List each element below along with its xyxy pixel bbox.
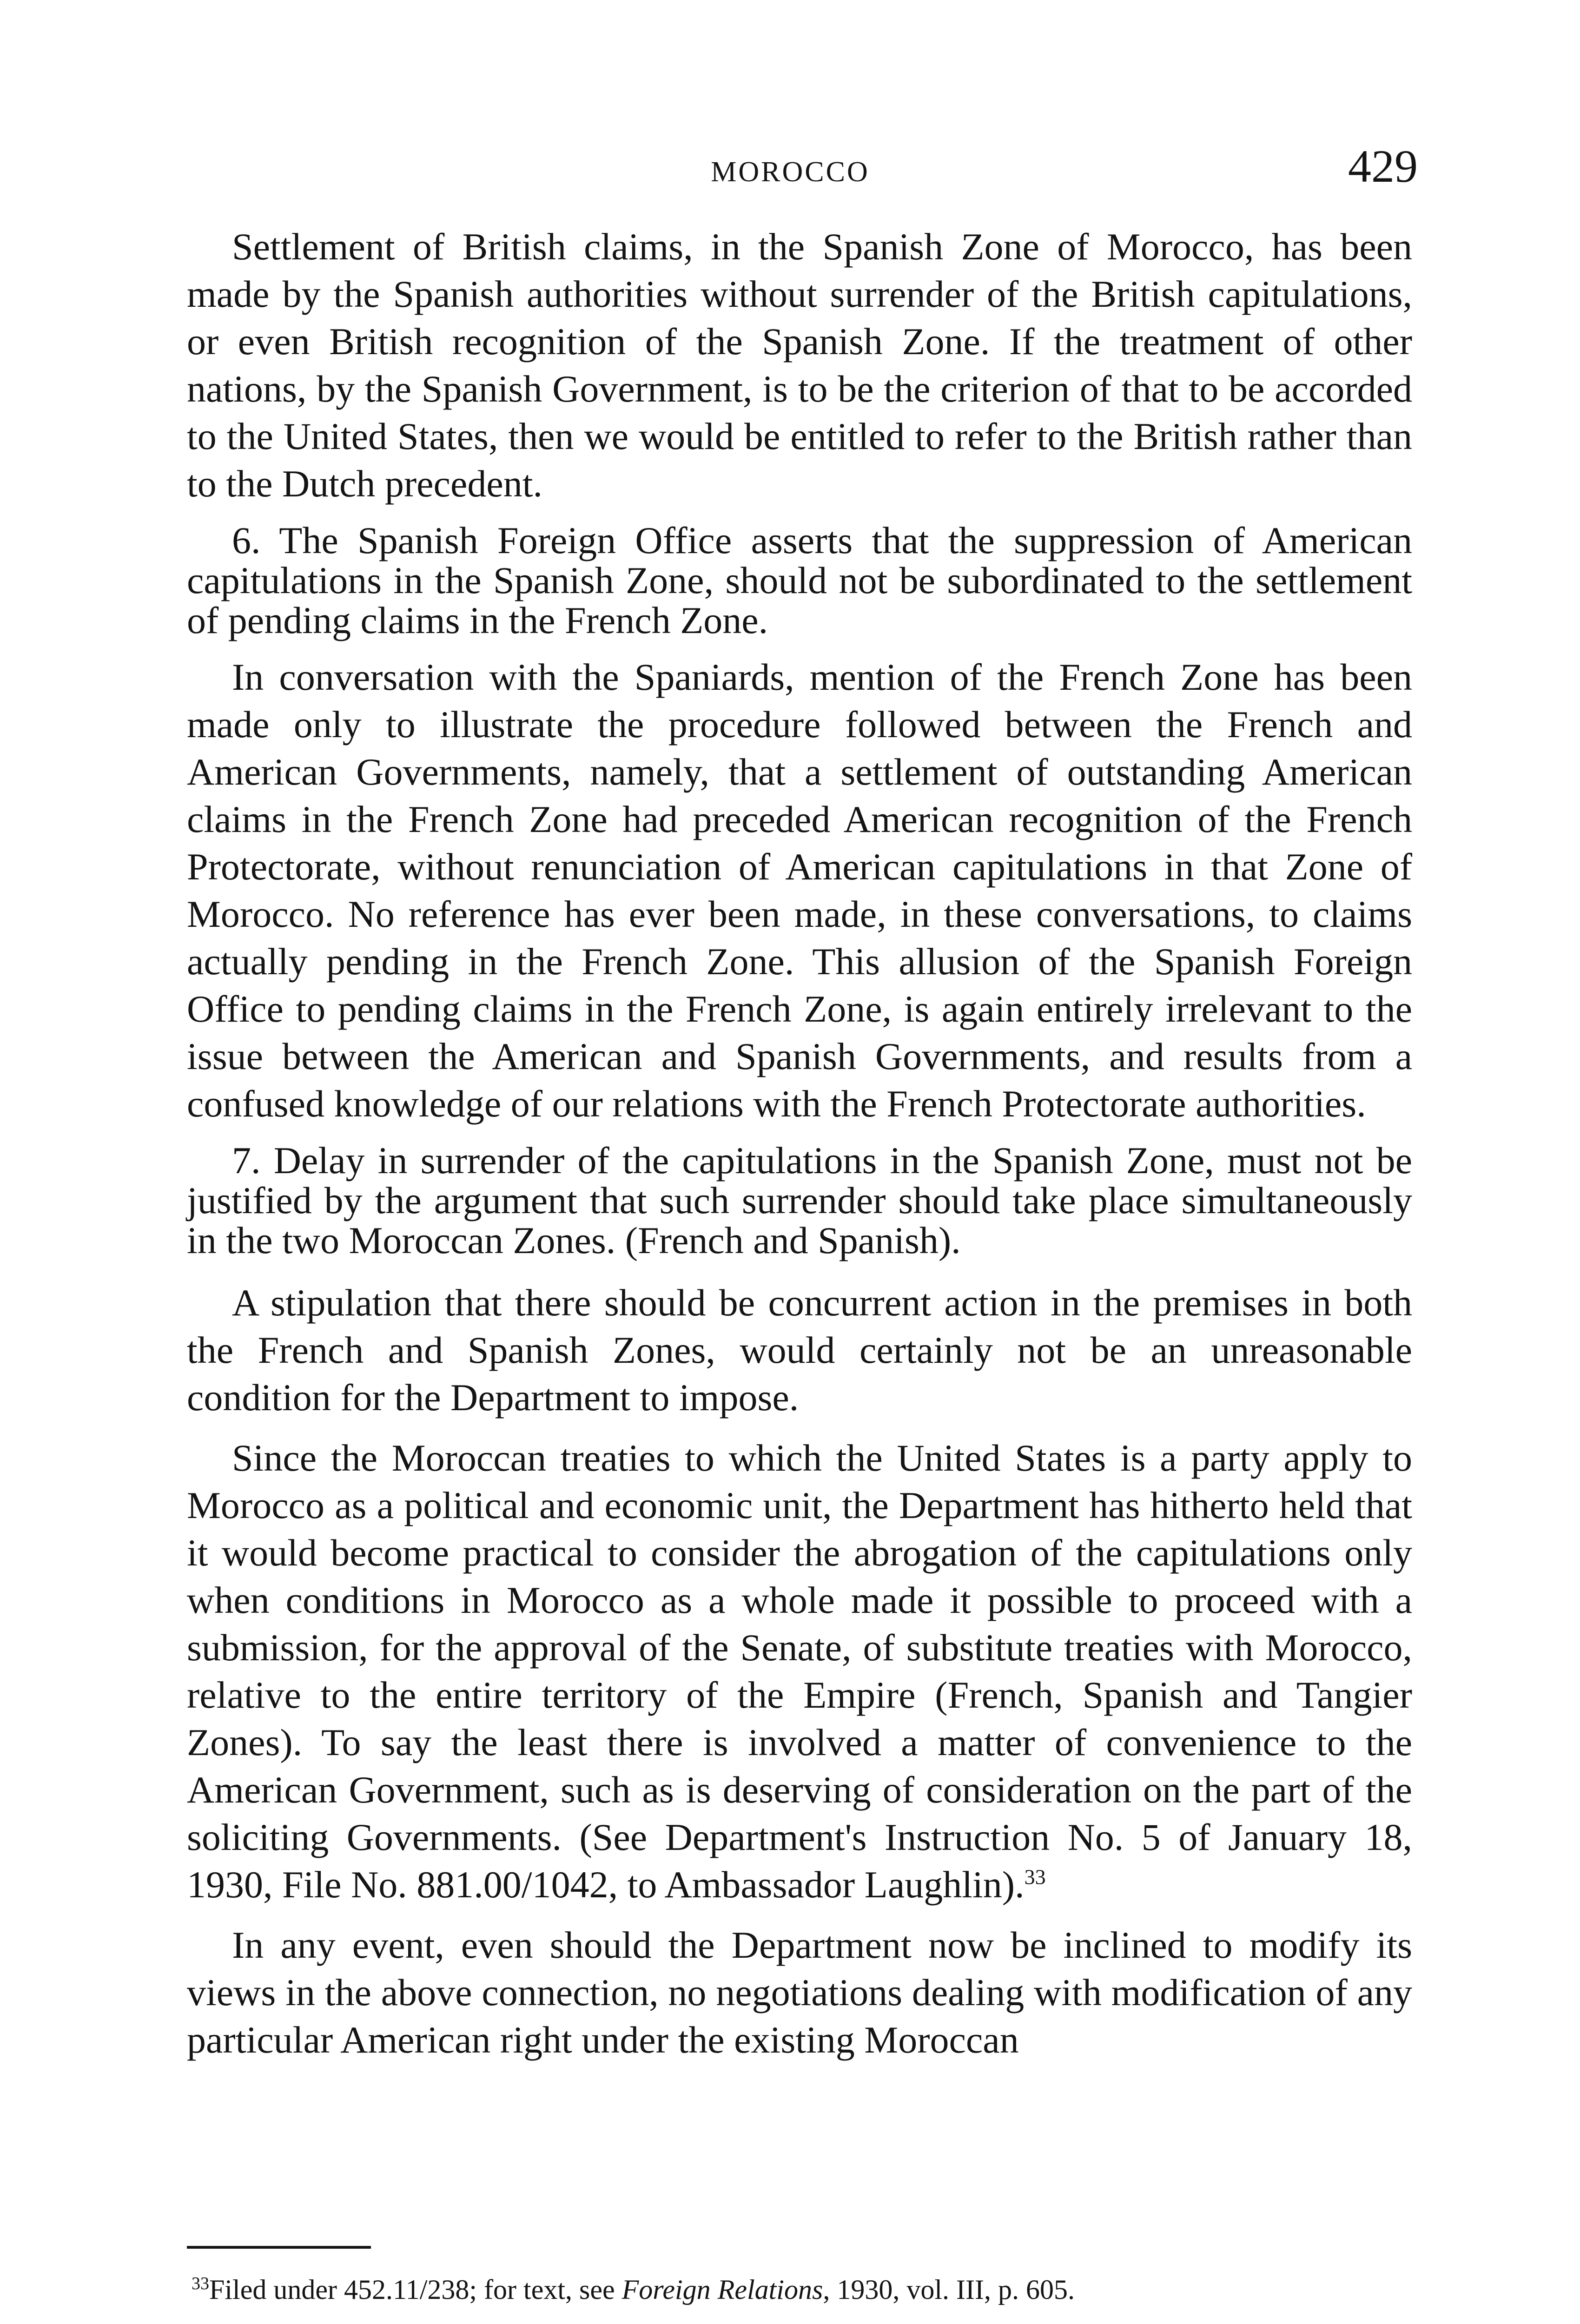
paragraph-moroccan-treaties [187, 1434, 1412, 1908]
paragraph-moroccan-treaties-text: Since the Moroccan treaties to which the United States is a party apply to Morocco as a political and economic unit, the Department has hitherto held that it would become practical to consider the abrogation of the capitulations only when conditions in Morocco as a whole made it possible to proceed with a submission, for the approval of the Senate, of substitute treaties with Morocco, relative to the entire territory of the Empire (French, Spanish and Tangier Zones). To say the least there is involved a matter of convenience to the American Government, such as is deserving of consideration on the part of the soliciting Governments. (See Department's Instruction No. 5 of January 18, 1930, File No. 881.00/1042, to Ambassador Laughlin). [187, 1437, 1412, 1906]
paragraph-any-event: In any event, even should the Department now be inclined to modify its views in the above connection, no negotiations dealing with modification of any particular American right under the existing Moroccan [187, 1924, 1412, 2061]
footnote-title: Foreign Relations [621, 2274, 823, 2305]
paragraph-point-7: 7. Delay in surrender of the capitulations in the Spanish Zone, must not be justified by the argument that such surrender should take place simultaneously in the two Moroccan Zones. (French and Spanish). [187, 1139, 1412, 1261]
page-header [0, 139, 1580, 195]
footnote-text-before: Filed under 452.11/238; for text, see [209, 2274, 622, 2305]
paragraph-french-zone-conversation: In conversation with the Spaniards, mention of the French Zone has been made only to illustrate the procedure followed between the French and American Governments, namely, that a settlement of outstanding American claims in the French Zone had preceded American recognition of the French Protectorate, without renunciation of American capitulations in that Zone of Morocco. No reference has ever been made, in these conversations, to claims actually pending in the French Zone. This allusion of the Spanish Foreign Office to pending claims in the French Zone, is again entirely irrelevant to the issue between the American and Spanish Governments, and results from a confused knowledge of our relations with the French Protectorate authorities. [187, 656, 1412, 1125]
paragraph-point-6: 6. The Spanish Foreign Office asserts that the suppression of American capitulations in the Spanish Zone, should not be subordinated to the settlement of pending claims in the French Zone. [187, 519, 1412, 641]
footnote [187, 2273, 1412, 2306]
paragraph-british-claims: Settlement of British claims, in the Spanish Zone of Morocco, has been made by the Spanish authorities without surrender of the British capitulations, or even British recognition of the Spanish Zone. If the treatment of other nations, by the Spanish Government, is to be the criterion of that to be accorded to the United States, then we would be entitled to refer to the British rather than to the Dutch precedent. [187, 225, 1412, 505]
body-text [187, 223, 1412, 2064]
footnote-text-after: , 1930, vol. III, p. 605. [823, 2274, 1075, 2305]
page-number: 429 [1348, 140, 1418, 192]
paragraph-stipulation: A stipulation that there should be concurrent action in the premises in both the French and Spanish Zones, would certainly not be an unreasonable condition for the Department to impose. [187, 1281, 1412, 1419]
footnote-divider [187, 2246, 371, 2249]
running-head: MOROCCO [711, 156, 870, 188]
footnote-mark: 33 [192, 2274, 209, 2293]
footnote-reference: 33 [1024, 1865, 1046, 1889]
